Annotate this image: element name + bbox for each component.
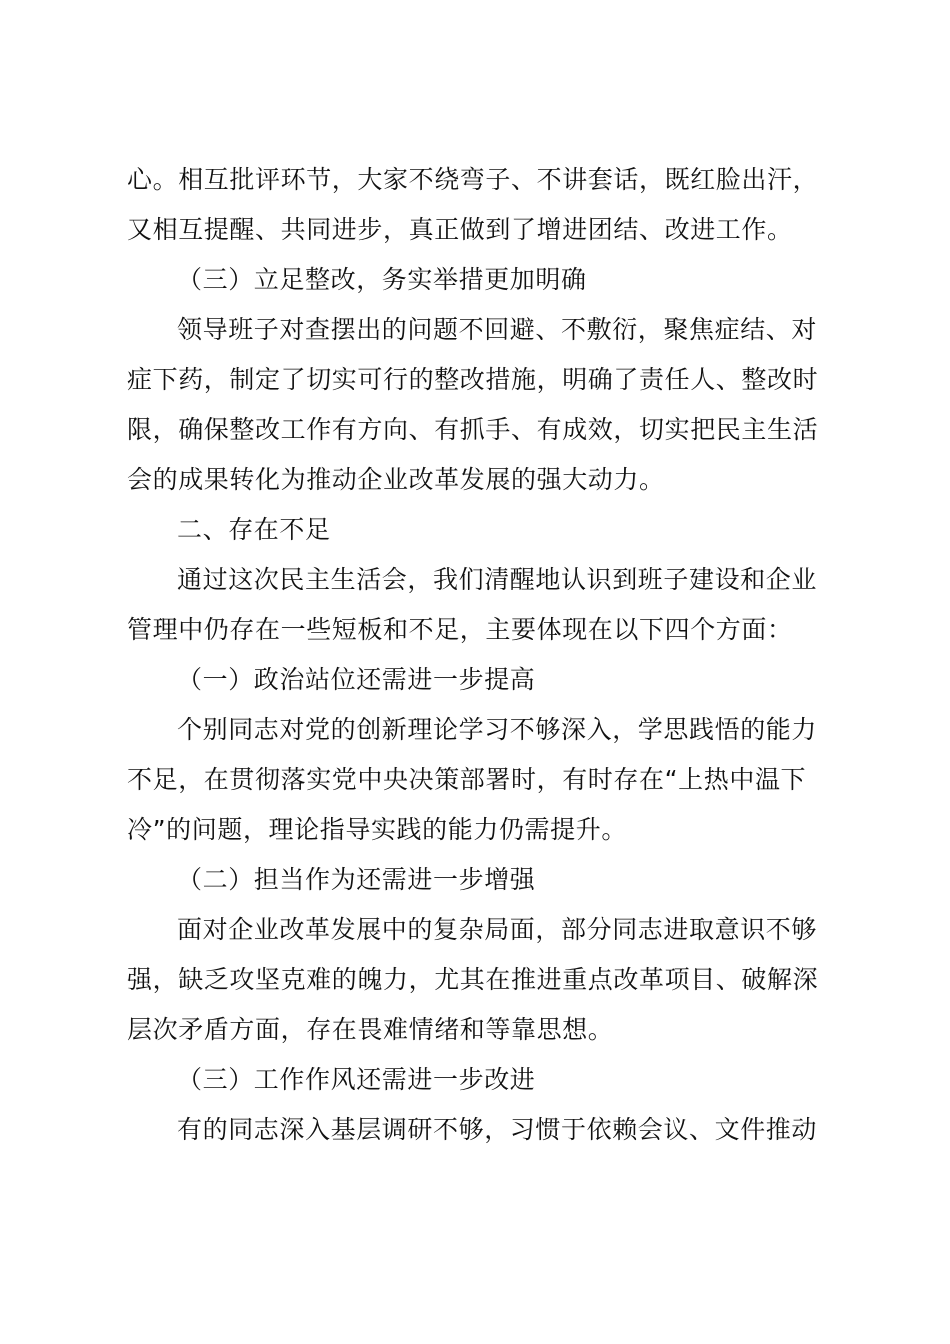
section-heading: 二、存在不足 [177, 515, 331, 544]
paragraph-line: 面对企业改革发展中的复杂局面，部分同志进取意识不够 [177, 915, 818, 944]
paragraph-line: 管理中仍存在一些短板和不足，主要体现在以下四个方面： [127, 615, 793, 644]
paragraph-line: 限，确保整改工作有方向、有抓手、有成效，切实把民主生活 [127, 415, 819, 444]
paragraph-line: 领导班子对查摆出的问题不回避、不敷衍，聚焦症结、对 [177, 315, 818, 344]
section-heading: （三）立足整改，务实举措更加明确 [177, 265, 587, 294]
section-heading: （二）担当作为还需进一步增强 [177, 865, 536, 894]
paragraph-line: 心。相互批评环节，大家不绕弯子、不讲套话，既红脸出汗， [127, 165, 819, 194]
paragraph-line: 通过这次民主生活会，我们清醒地认识到班子建设和企业 [177, 565, 818, 594]
section-heading: （一）政治站位还需进一步提高 [177, 665, 536, 694]
document-body [127, 155, 833, 1155]
paragraph-line: 有的同志深入基层调研不够，习惯于依赖会议、文件推动 [177, 1115, 818, 1144]
paragraph-line: 又相互提醒、共同进步，真正做到了增进团结、改进工作。 [127, 215, 793, 244]
paragraph-line: 个别同志对党的创新理论学习不够深入，学思践悟的能力 [177, 715, 818, 744]
paragraph-line: 强，缺乏攻坚克难的魄力，尤其在推进重点改革项目、破解深 [127, 965, 819, 994]
paragraph-line: 症下药，制定了切实可行的整改措施，明确了责任人、整改时 [127, 365, 819, 394]
paragraph-line: 不足，在贯彻落实党中央决策部署时，有时存在“上热中温下 [127, 765, 807, 794]
section-heading: （三）工作作风还需进一步改进 [177, 1065, 536, 1094]
paragraph-line: 层次矛盾方面，存在畏难情绪和等靠思想。 [127, 1015, 614, 1044]
paragraph-line: 冷”的问题，理论指导实践的能力仍需提升。 [127, 815, 627, 844]
paragraph-line: 会的成果转化为推动企业改革发展的强大动力。 [127, 465, 665, 494]
